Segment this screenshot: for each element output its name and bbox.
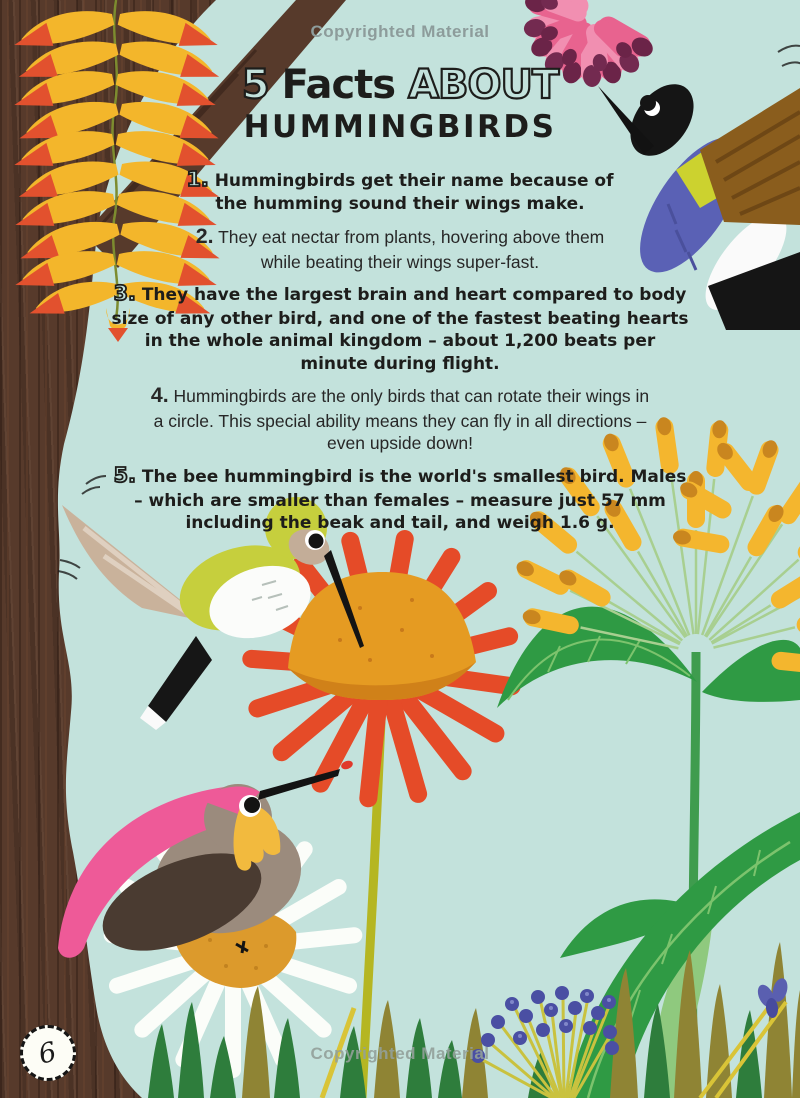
page-number: 6 bbox=[35, 1035, 61, 1071]
title-line-2: HUMMINGBIRDS bbox=[243, 109, 557, 146]
fact-text: Hummingbirds get their name because of the humming sound their wings make. bbox=[214, 171, 614, 215]
fact-number: 5. bbox=[113, 463, 136, 488]
page-title bbox=[0, 64, 800, 145]
fact-number: 3. bbox=[113, 281, 136, 306]
fact-number: 2. bbox=[195, 223, 214, 248]
fact-item-3 bbox=[111, 280, 689, 375]
fact-item-1 bbox=[174, 166, 626, 216]
fact-item-5 bbox=[108, 462, 693, 534]
title-word-about: ABOUT bbox=[408, 62, 559, 108]
copyright-watermark-top: Copyrighted Material bbox=[310, 22, 490, 41]
fact-item-2 bbox=[174, 223, 626, 273]
fact-text: They have the largest brain and heart compared to body size of any other bird, and one of the fastest beating hearts in the whole animal kingdom – about 1,200 beats per minute during flight. bbox=[111, 285, 689, 374]
fact-text: Hummingbirds are the only birds that can rotate their wings in a circle. This special ability means they can fly in all directions – even upside down! bbox=[153, 385, 650, 454]
fact-number: 1. bbox=[186, 167, 209, 191]
title-number: 5 bbox=[241, 62, 269, 108]
fact-text: They eat nectar from plants, hovering above them while beating their wings super-fast. bbox=[218, 226, 605, 272]
copyright-watermark-bottom: Copyrighted Material bbox=[310, 1044, 490, 1063]
title-word-facts: Facts bbox=[281, 62, 396, 108]
fact-item-4 bbox=[150, 382, 650, 455]
title-line-1 bbox=[0, 64, 800, 107]
fact-number: 4. bbox=[150, 382, 169, 407]
facts-list bbox=[90, 166, 710, 541]
fact-text: The bee hummingbird is the world's smallest bird. Males – which are smaller than females – measure just 57 mm including the beak and tail, and weigh 1.6 g. bbox=[134, 467, 687, 533]
